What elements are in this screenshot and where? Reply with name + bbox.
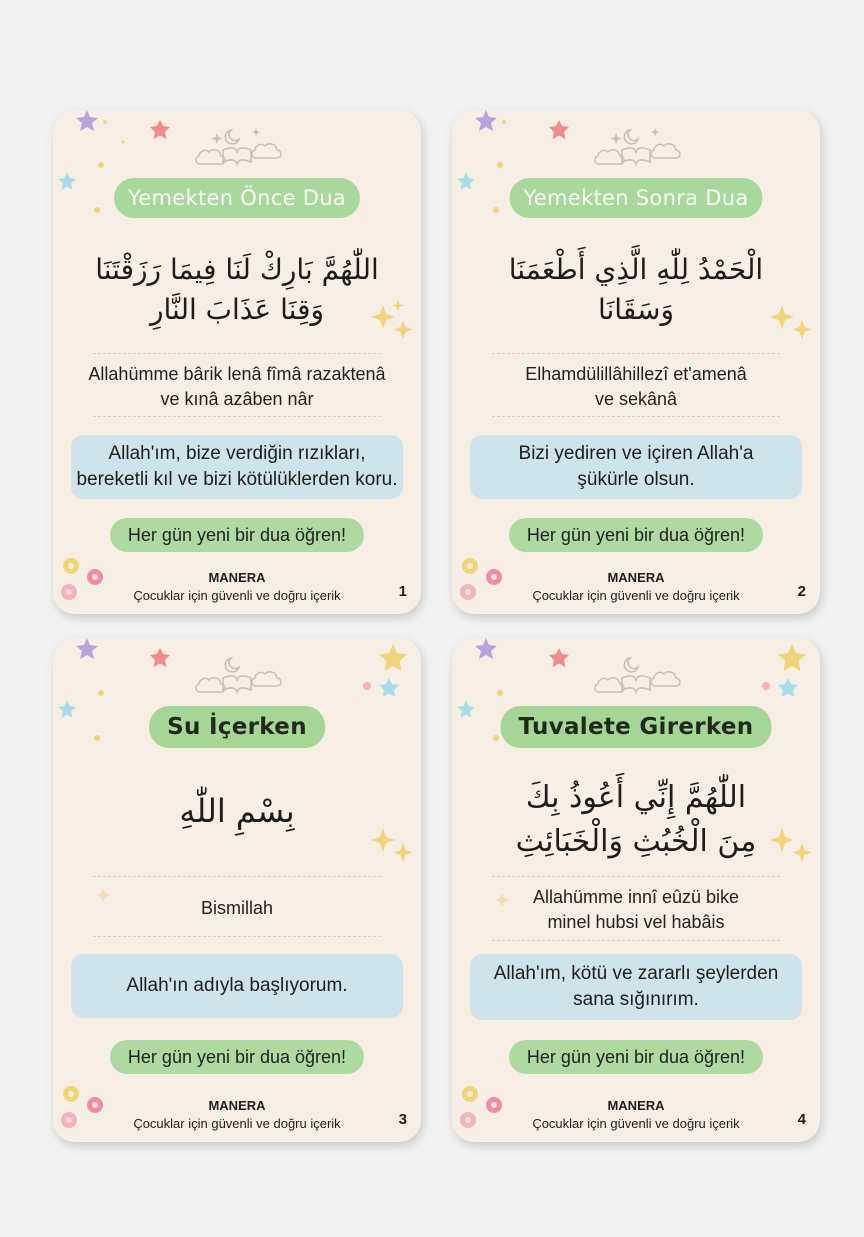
divider — [492, 940, 780, 941]
dua-card-1 — [53, 110, 421, 614]
brand-name: MANERA — [208, 570, 266, 585]
card-title: Yemekten Önce Dua — [114, 178, 360, 218]
daily-prayer-badge: Her gün yeni bir dua öğren! — [110, 1040, 364, 1074]
daily-prayer-badge: Her gün yeni bir dua öğren! — [110, 518, 364, 552]
transliteration: Bismillah — [200, 898, 274, 918]
meaning-box: Allah'ım, bize verdiğin rızıkları, bereketli kıl ve bizi kötülüklerden koru. — [71, 435, 403, 499]
page-number: 4 — [797, 1111, 806, 1128]
divider — [492, 416, 780, 417]
page-number: 1 — [398, 583, 407, 600]
transliteration: Allahümme innî eûzü bike minel hubsi vel habâis — [532, 887, 740, 932]
daily-prayer-badge: Her gün yeni bir dua öğren! — [509, 1040, 763, 1074]
meaning-box: Allah'ın adıyla başlıyorum. — [71, 954, 403, 1018]
brand-name: MANERA — [607, 570, 665, 585]
divider — [93, 416, 381, 417]
brand-name: MANERA — [208, 1098, 266, 1113]
arabic-prayer: اللّٰهُمَّ بَارِكْ لَنَا فِيمَا رَزَقْتَنَا وَقِنَا عَذَابَ النَّارِ — [95, 253, 379, 326]
daily-prayer-badge: Her gün yeni bir dua öğren! — [509, 518, 763, 552]
moon-book-icon — [595, 658, 680, 692]
transliteration: Elhamdülillâhillezî et'amenâ ve sekânâ — [525, 364, 747, 409]
brand-name: MANERA — [607, 1098, 665, 1113]
transliteration: Allahümme bârik lenâ fîmâ razaktenâ ve kınâ azâben nâr — [88, 364, 386, 409]
arabic-prayer: الْحَمْدُ لِلّٰهِ الَّذِي أَطْعَمَنَا وَسَقَانَا — [508, 253, 764, 326]
divider — [93, 876, 381, 877]
card-title: Su İçerken — [149, 706, 325, 748]
divider — [492, 876, 780, 877]
page-number: 2 — [797, 583, 806, 600]
star-icon — [58, 638, 407, 902]
card-title: Tuvalete Girerken — [501, 706, 772, 748]
divider — [93, 936, 381, 937]
card-title: Yemekten Sonra Dua — [509, 178, 762, 218]
divider — [93, 353, 381, 354]
arabic-prayer: اللّٰهُمَّ إِنِّي أَعُوذُ بِكَ مِنَ الْخُبُثِ وَالْخَبَائِثِ — [515, 780, 757, 859]
meaning-box: Allah'ım, kötü ve zararlı şeylerden sana sığınırım. — [470, 954, 802, 1020]
brand-tagline: Çocuklar için güvenli ve doğru içerik — [532, 588, 740, 603]
dua-card-3 — [53, 638, 421, 1142]
divider — [492, 353, 780, 354]
moon-book-icon — [196, 658, 281, 692]
moon-book-icon — [595, 128, 680, 164]
dua-card-4 — [452, 638, 820, 1142]
brand-tagline: Çocuklar için güvenli ve doğru içerik — [133, 1116, 341, 1131]
meaning-box: Bizi yediren ve içiren Allah'a şükürle olsun. — [470, 435, 802, 499]
brand-tagline: Çocuklar için güvenli ve doğru içerik — [133, 588, 341, 603]
star-icon — [457, 638, 806, 907]
moon-book-icon — [196, 128, 281, 164]
brand-tagline: Çocuklar için güvenli ve doğru içerik — [532, 1116, 740, 1131]
page-number: 3 — [398, 1111, 407, 1128]
arabic-prayer: بِسْمِ اللّٰهِ — [179, 792, 295, 830]
dua-card-2 — [452, 110, 820, 614]
